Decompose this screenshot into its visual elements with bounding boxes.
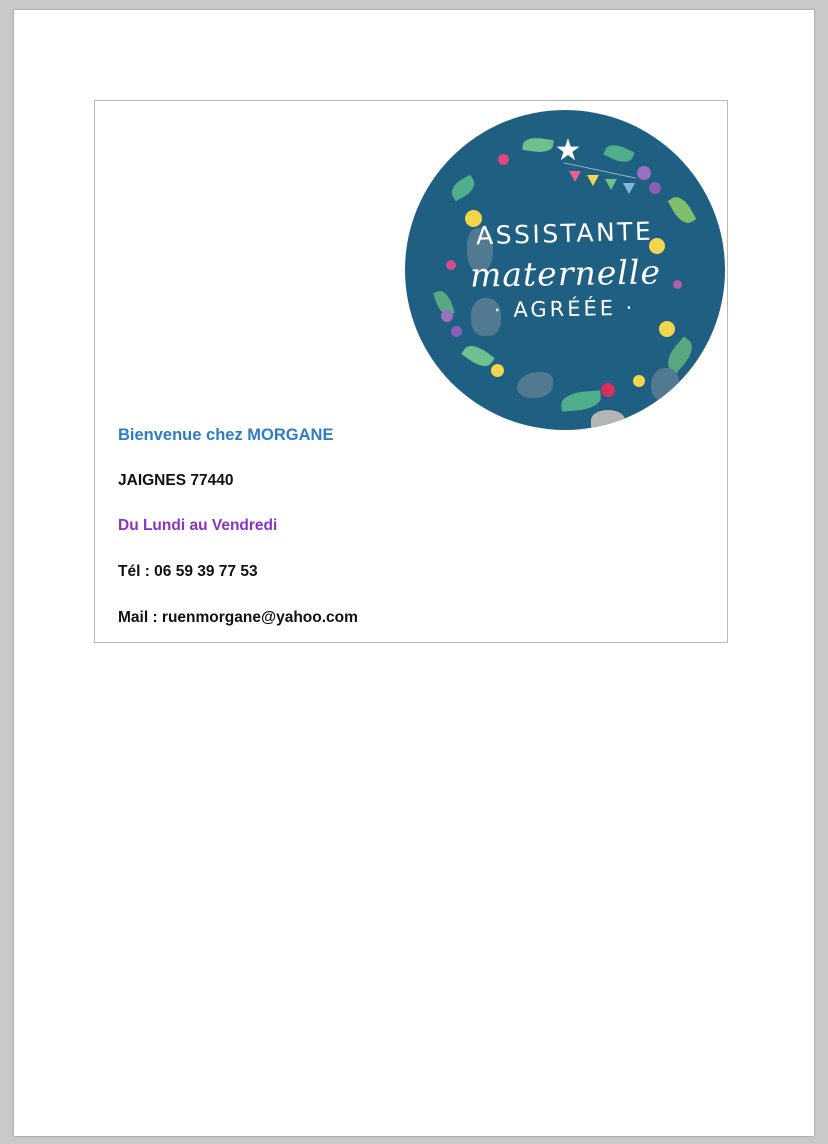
bunting-flag-icon [587,175,599,186]
wreath-berry-icon [446,260,456,270]
wreath-leaf-icon [448,175,479,202]
bird-silhouette-icon [517,372,553,398]
email-line: Mail : ruenmorgane@yahoo.com [118,608,358,626]
wreath-flower-icon [451,326,462,337]
wreath-leaf-icon [560,390,601,411]
contact-card [94,100,728,643]
wreath-dot-icon [633,375,645,387]
rabbit-silhouette-icon [471,298,501,336]
cat-silhouette-icon [467,228,493,272]
wreath-dot-icon [659,321,675,337]
logo-line-maternelle: maternelle [469,252,661,295]
bunting-flag-icon [605,179,617,190]
wreath-leaf-icon [461,341,495,371]
contact-text-block [118,426,698,627]
wreath-flower-icon [649,182,661,194]
bunting-flag-icon [623,183,635,194]
wreath-berry-icon [673,280,682,289]
star-icon: ★ [554,134,582,167]
assistante-maternelle-agreee-logo [405,110,725,430]
wreath-berry-icon [601,383,615,397]
squirrel-silhouette-icon [651,368,679,402]
logo-line-agreee: · AGRÉÉE · [494,295,636,323]
wreath-leaf-icon [522,136,554,154]
wreath-leaf-icon [603,141,635,166]
wreath-berry-icon [498,154,509,165]
document-page [14,10,814,1136]
logo-disc [405,110,725,430]
bunting-flag-icon [569,171,581,182]
wreath-flower-icon [637,166,651,180]
logo-line-assistante: ASSISTANTE [475,216,654,251]
city-line: JAIGNES 77440 [118,471,234,489]
wreath-dot-icon [491,364,504,377]
wreath-dot-icon [649,238,665,254]
opening-days-line: Du Lundi au Vendredi [118,517,278,535]
wreath-flower-icon [441,310,453,322]
phone-line: Tél : 06 59 39 77 53 [118,562,258,580]
wreath-dot-icon [465,210,482,227]
wreath-leaf-icon [668,193,697,227]
welcome-line: Bienvenue chez MORGANE [118,426,334,444]
